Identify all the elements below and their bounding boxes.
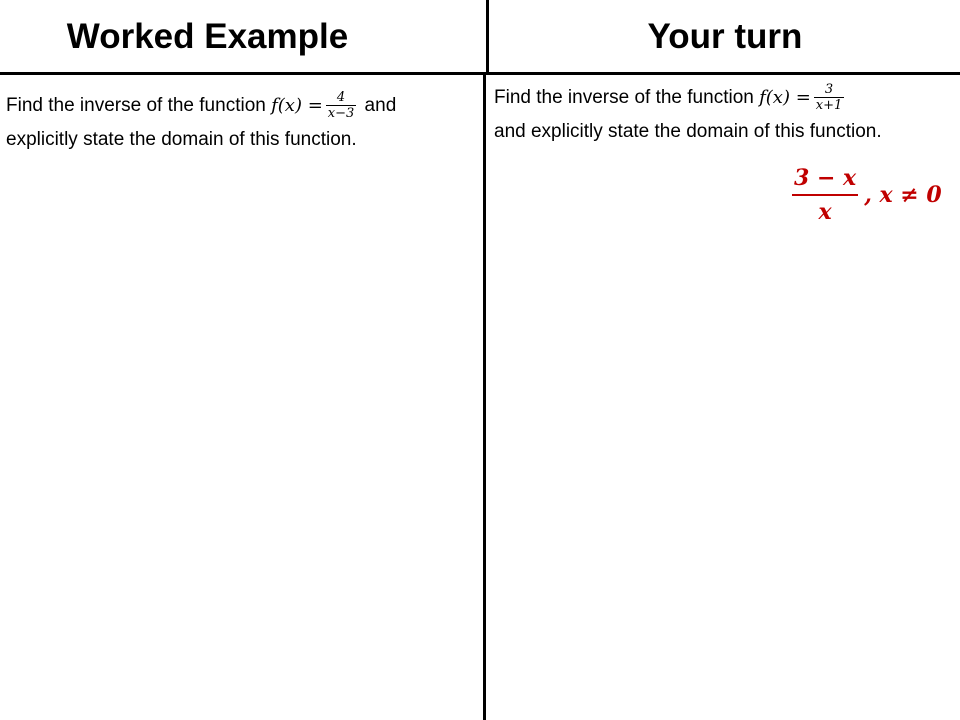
answer-fraction bbox=[792, 162, 858, 228]
question-continuation: explicitly state the domain of this function. bbox=[6, 129, 357, 150]
question-prefix: Find the inverse of the function bbox=[494, 87, 760, 108]
your-turn-question bbox=[494, 81, 960, 149]
answer-domain-condition: , x ≠ 0 bbox=[864, 182, 942, 208]
column-divider bbox=[483, 74, 486, 720]
function-fraction bbox=[814, 82, 845, 113]
fraction-denominator: x−3 bbox=[327, 106, 355, 122]
function-fraction bbox=[326, 90, 357, 121]
header-divider bbox=[0, 72, 960, 75]
answer-expression bbox=[792, 162, 942, 228]
fraction-denominator: x+1 bbox=[815, 98, 843, 114]
worked-example-question bbox=[6, 89, 482, 157]
function-lhs: f(x) = bbox=[759, 87, 811, 108]
column-divider-top bbox=[486, 0, 489, 75]
question-prefix: Find the inverse of the function bbox=[6, 95, 272, 116]
your-turn-heading: Your turn bbox=[647, 17, 803, 56]
fraction-numerator: 4 bbox=[326, 90, 357, 106]
fraction-numerator: 3 bbox=[814, 82, 845, 98]
question-suffix: and bbox=[359, 95, 397, 116]
question-continuation: and explicitly state the domain of this function. bbox=[494, 121, 882, 142]
answer-denominator: x bbox=[818, 199, 832, 225]
answer-numerator: 3 − x bbox=[792, 162, 858, 196]
function-lhs: f(x) = bbox=[271, 95, 323, 116]
worked-example-heading: Worked Example bbox=[66, 17, 349, 56]
